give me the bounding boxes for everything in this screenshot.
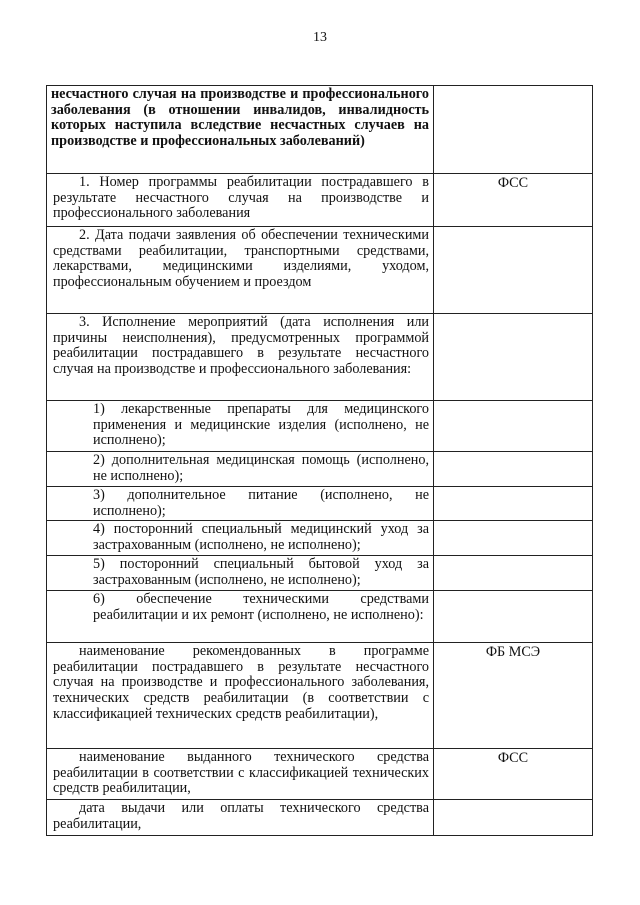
table-row [47,227,593,314]
row-text: 4) посторонний специальный медицинский уход за застрахованным (исполнено, не исполнено); [47,521,434,556]
row-text: 2) дополнительная медицинская помощь (исполнено, не исполнено); [47,452,434,487]
table-row [47,452,593,487]
row-text: 2. Дата подачи заявления об обеспечении техническими средствами реабилитации, транспортными средствами, лекарствами, медицинскими изделиями, уходом, профессиональным обучением и проездом [47,227,434,314]
responsible-org [434,86,593,174]
table-row [47,749,593,800]
responsible-org [434,452,593,487]
row-text: наименование выданного технического средства реабилитации в соответствии с классификацией технических средств реабилитации, [47,749,434,800]
row-text: 3) дополнительное питание (исполнено, не исполнено); [47,487,434,521]
data-table [46,85,593,836]
table-row [47,556,593,591]
table-row [47,401,593,452]
row-text: 1) лекарственные препараты для медицинского применения и медицинские изделия (исполнено, не исполнено); [47,401,434,452]
responsible-org [434,401,593,452]
responsible-org [434,227,593,314]
row-text: 3. Исполнение мероприятий (дата исполнения или причины неисполнения), предусмотренных программой реабилитации пострадавшего в результате несчастного случая на производстве и профессионального заболевания: [47,314,434,401]
table-row [47,487,593,521]
responsible-org: ФСС [434,749,593,800]
row-text: 5) посторонний специальный бытовой уход за застрахованным (исполнено, не исполнено); [47,556,434,591]
responsible-org: ФСС [434,174,593,227]
table-row [47,800,593,836]
row-text: 6) обеспечение техническими средствами реабилитации и их ремонт (исполнено, не исполнено): [47,591,434,643]
row-text: дата выдачи или оплаты технического средства реабилитации, [47,800,434,836]
table-row [47,314,593,401]
table-row [47,591,593,643]
responsible-org [434,556,593,591]
row-text: 1. Номер программы реабилитации пострадавшего в результате несчастного случая на производстве и профессионального заболевания [47,174,434,227]
page-number: 13 [313,30,327,45]
row-text: наименование рекомендованных в программе реабилитации пострадавшего в результате несчастного случая на производстве и профессионального заболевания, технических средств реабилитации (в соответствии с классификацией технических средств реабилитации), [47,643,434,749]
table-row [47,86,593,174]
responsible-org [434,314,593,401]
responsible-org: ФБ МСЭ [434,643,593,749]
table-row [47,643,593,749]
table-row [47,521,593,556]
responsible-org [434,591,593,643]
responsible-org [434,487,593,521]
row-text: несчастного случая на производстве и профессионального заболевания (в отношении инвалидов, инвалидность которых наступила вследствие несчастных случаев на производстве и профессиональных заболеваний) [47,86,434,174]
table-row [47,174,593,227]
responsible-org [434,800,593,836]
responsible-org [434,521,593,556]
